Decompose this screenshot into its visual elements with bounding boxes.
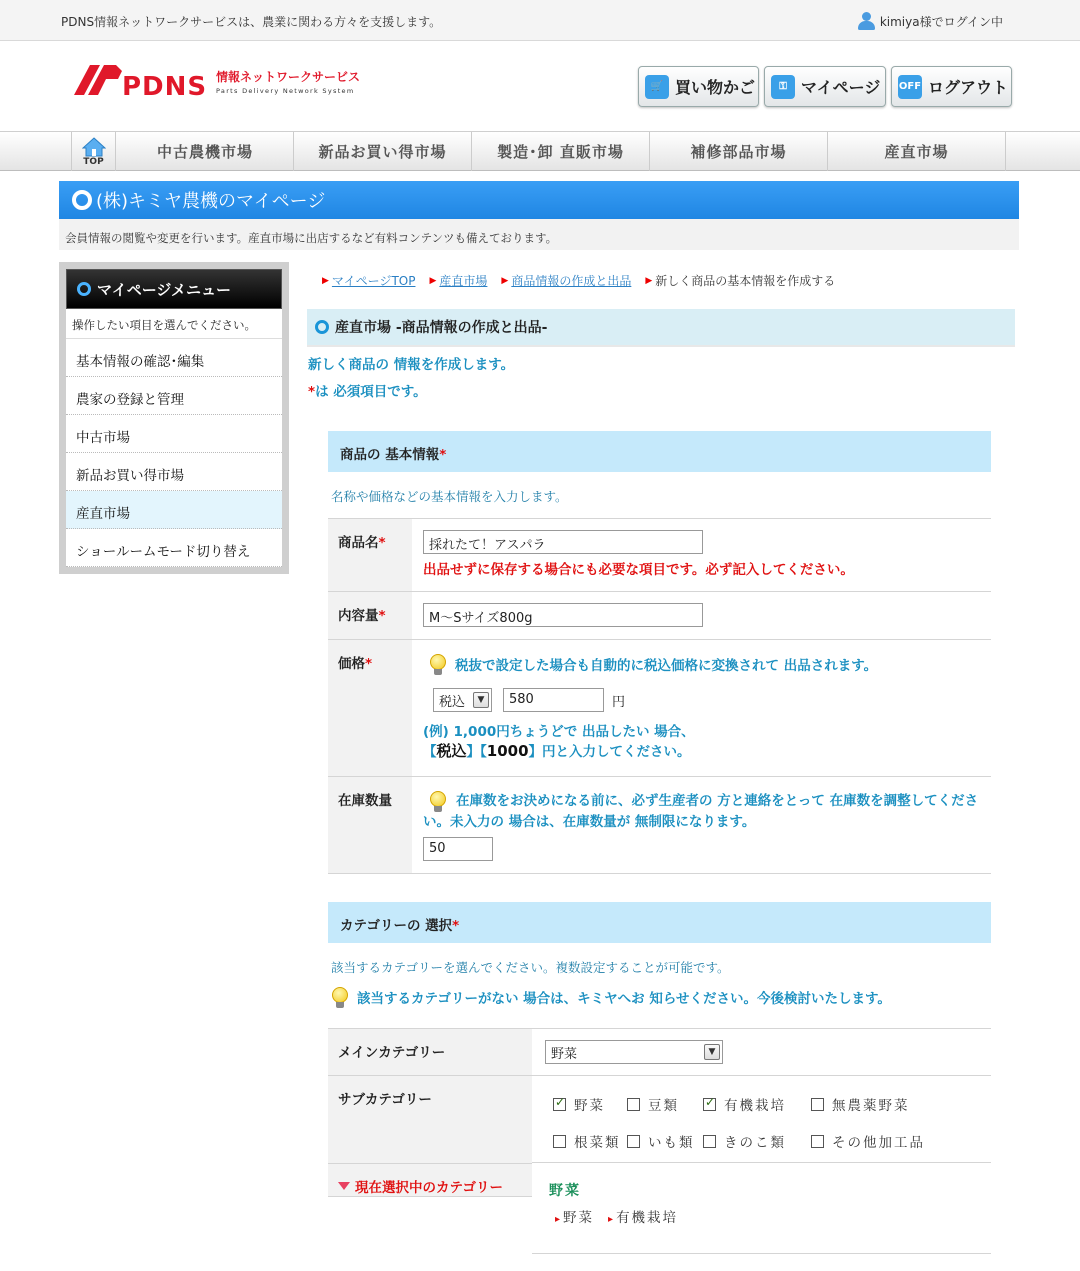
nav-direct-sales[interactable]: 製造･卸 直販市場 [472, 132, 650, 171]
sub-category-mushrooms[interactable]: きのこ類 [703, 1131, 811, 1151]
chevron-down-icon: ▼ [473, 692, 489, 708]
category-description: 該当するカテゴリーを選んでください。複数設定することが可能です。 [331, 960, 730, 975]
basic-info-form [328, 518, 991, 874]
cart-button[interactable] [638, 66, 759, 107]
menu-item-basic-info[interactable]: 基本情報の確認･編集 [66, 339, 282, 377]
category-form [328, 1028, 991, 1254]
arrow-icon: ▶ [645, 275, 653, 286]
checkbox[interactable] [811, 1098, 824, 1111]
nav-repair-parts[interactable]: 補修部品市場 [650, 132, 828, 171]
sub-category-checkboxes [553, 1094, 991, 1151]
lightbulb-icon [429, 791, 447, 813]
key-icon: ⚿ [771, 75, 795, 99]
checkbox[interactable] [553, 1135, 566, 1148]
volume-label: 内容量* [328, 592, 412, 640]
current-sub-categories [555, 1206, 991, 1226]
main-category-label: メインカテゴリー [328, 1029, 532, 1076]
stock-input[interactable]: 50 [423, 837, 493, 861]
mypage-menu [59, 262, 289, 574]
circle-icon [315, 320, 329, 334]
chevron-down-icon: ▼ [704, 1044, 720, 1060]
price-hint: 税抜で設定した場合も自動的に税込価格に変換されて 出品されます。 [423, 654, 991, 676]
menu-item-farmers[interactable]: 農家の登録と管理 [66, 377, 282, 415]
lightbulb-icon [429, 654, 447, 676]
checkbox[interactable] [703, 1135, 716, 1148]
breadcrumb-mypage-top[interactable]: マイページTOP [331, 274, 416, 288]
nav-top-label: TOP [83, 156, 104, 167]
menu-item-used-market[interactable]: 中古市場 [66, 415, 282, 453]
off-icon: OFF [898, 75, 922, 99]
checkbox[interactable] [627, 1135, 640, 1148]
arrow-icon: ▶ [322, 275, 329, 286]
page-description: 会員情報の閲覧や変更を行います。産直市場に出店するなど有料コンテンツも備えております。 [59, 219, 1019, 250]
sub-category-vegetables[interactable]: ✓ 野菜 [553, 1094, 627, 1114]
user-icon [856, 11, 876, 31]
checkbox[interactable] [627, 1098, 640, 1111]
circle-icon [77, 282, 91, 296]
login-status [856, 11, 1003, 31]
stock-label: 在庫数量 [328, 777, 412, 874]
breadcrumb [322, 272, 835, 289]
current-main-category: 野菜 [549, 1183, 581, 1199]
basic-info-heading: 商品の 基本情報* [328, 431, 991, 472]
sub-category-pesticide-free[interactable]: 無農薬野菜 [811, 1094, 931, 1114]
breadcrumb-farm-direct[interactable]: 産直市場 [439, 274, 488, 288]
main-nav [0, 131, 1080, 171]
arrow-icon: ▶ [501, 275, 509, 286]
mypage-button[interactable] [764, 66, 886, 107]
login-status-text: kimiya様でログイン中 [879, 14, 1003, 29]
category-hint: 該当するカテゴリーがない 場合は、キミヤへお 知らせください。今後検討いたします。 [331, 987, 891, 1009]
price-unit: 円 [612, 694, 626, 710]
current-category-label: 現在選択中のカテゴリー [328, 1163, 532, 1197]
mypage-label: マイページ [801, 78, 881, 97]
price-example: (例) 1,000円ちょうどで 出品したい 場合、 【税込】【1000】円と入力してください。 [423, 724, 695, 760]
sub-category-label: サブカテゴリー [328, 1076, 532, 1163]
svg-text:情報ネットワークサービス: 情報ネットワークサービス [216, 70, 361, 84]
menu-note: 操作したい項目を選んでください。 [66, 309, 282, 339]
sub-category-potatoes[interactable]: いも類 [627, 1131, 703, 1151]
arrow-icon: ▶ [429, 275, 437, 286]
basic-info-description: 名称や価格などの基本情報を入力します。 [331, 489, 568, 504]
site-header [0, 41, 1080, 131]
page-title-bar [59, 181, 1019, 219]
sub-category-processed[interactable]: その他加工品 [811, 1131, 931, 1151]
breadcrumb-current: 新しく商品の基本情報を作成する [655, 274, 836, 288]
current-sub-item: ▸ 野菜 [555, 1206, 594, 1226]
menu-item-new-deals[interactable]: 新品お買い得市場 [66, 453, 282, 491]
sub-category-beans[interactable]: 豆類 [627, 1094, 703, 1114]
stock-hint: 在庫数をお決めになる前に、必ず生産者の 方と連絡をとって 在庫数を調整してください。未入力の 場合は、在庫数量が 無制限になります。 [423, 793, 979, 830]
home-icon [82, 137, 106, 157]
breadcrumb-product-info[interactable]: 商品情報の作成と出品 [511, 274, 632, 288]
page-title: (株)キミヤ農機のマイページ [96, 191, 326, 212]
nav-farm-direct[interactable]: 産直市場 [828, 132, 1006, 171]
nav-new-deals[interactable]: 新品お買い得市場 [294, 132, 472, 171]
down-arrow-icon [338, 1182, 350, 1190]
logout-label: ログアウト [928, 78, 1009, 97]
nav-used-machines[interactable]: 中古農機市場 [117, 132, 294, 171]
checkbox-checked[interactable] [553, 1098, 566, 1111]
menu-item-farm-direct[interactable]: 産直市場 [66, 491, 282, 529]
logout-button[interactable] [891, 66, 1012, 107]
lightbulb-icon [331, 987, 349, 1009]
sub-category-organic[interactable]: ✓ 有機栽培 [703, 1094, 811, 1114]
product-name-error: 出品せずに保存する場合にも必要な項目です。必ず記入してください。 [423, 562, 854, 578]
sub-category-root-vegetables[interactable]: 根菜類 [553, 1131, 627, 1151]
cart-icon: 🛒 [645, 75, 669, 99]
cart-label: 買い物かご [675, 78, 756, 97]
section-title: 産直市場 -商品情報の作成と出品- [307, 309, 1015, 347]
svg-text:PDNS: PDNS [122, 72, 208, 102]
current-sub-item: ▸ 有機栽培 [608, 1206, 678, 1226]
nav-top[interactable] [71, 132, 116, 171]
volume-input[interactable]: M～Sサイズ800g [423, 603, 703, 627]
intro-text: 新しく商品の 情報を作成します。 [308, 357, 515, 373]
svg-text:Parts Delivery Network System: Parts Delivery Network System [216, 87, 355, 95]
top-bar [0, 0, 1080, 41]
circle-icon [72, 190, 92, 210]
checkbox[interactable] [811, 1135, 824, 1148]
checkbox-checked[interactable] [703, 1098, 716, 1111]
tax-select[interactable]: 税込 ▼ [433, 688, 492, 712]
site-tagline: PDNS情報ネットワークサービスは、農業に関わる方々を支援します。 [61, 15, 442, 29]
menu-heading: マイページメニュー [66, 269, 282, 309]
product-name-label: 商品名* [328, 519, 412, 592]
category-heading: カテゴリーの 選択* [328, 902, 991, 943]
main-category-select[interactable]: 野菜 ▼ [545, 1040, 723, 1064]
pdns-logo[interactable] [66, 63, 366, 103]
required-note: *は 必須項目です。 [308, 384, 427, 400]
price-label: 価格* [328, 640, 412, 777]
product-name-input[interactable]: 採れたて！アスパラ [423, 530, 703, 554]
menu-item-showroom[interactable]: ショールームモード切り替え [66, 529, 282, 567]
price-input[interactable]: 580 [503, 688, 604, 712]
